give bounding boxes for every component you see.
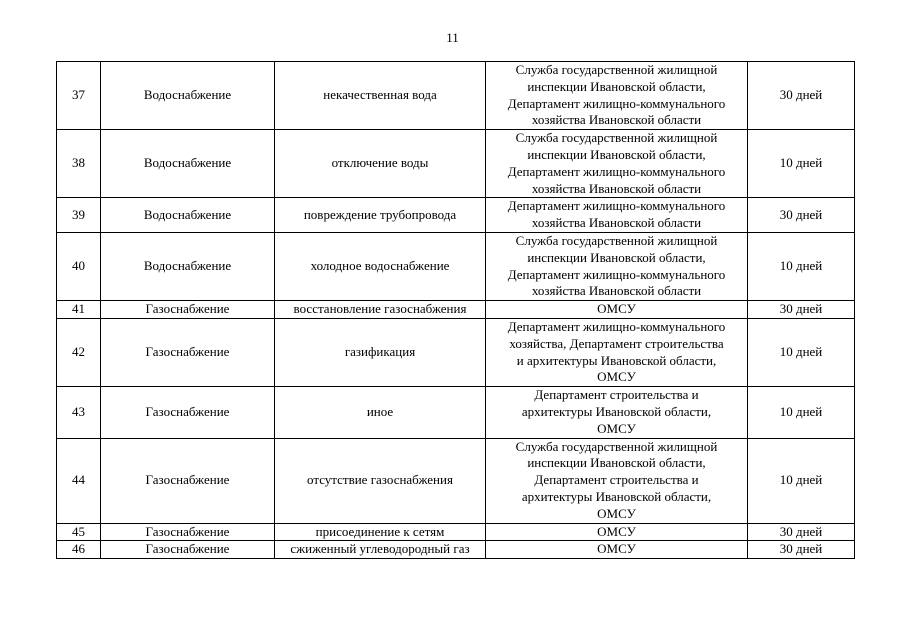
row-number-cell: 44 [57,438,101,523]
topic-cell: присоединение к сетям [275,523,486,541]
organization-line: хозяйства Ивановской области [531,180,702,196]
organization-line: хозяйства Ивановской области [531,215,702,231]
term-cell: 30 дней [748,198,855,233]
organization-line: Департамент жилищно-коммунального [507,318,726,334]
organizations-cell [486,130,748,198]
organization-line: инспекции Ивановской области, [527,146,706,162]
organization-line: инспекции Ивановской области, [527,249,706,265]
organization-line: и архитектуры Ивановской области, [516,352,717,368]
topic-cell: холодное водоснабжение [275,232,486,300]
organization-line: ОМСУ [597,301,636,317]
category-cell: Газоснабжение [101,523,275,541]
organization-line: Департамент строительства и [534,472,699,488]
row-number-cell: 40 [57,232,101,300]
organization-line: ОМСУ [597,523,636,539]
table-row [57,301,855,319]
category-cell: Газоснабжение [101,301,275,319]
table-row [57,232,855,300]
organization-line: Департамент строительства и [534,387,699,403]
organization-line: Департамент жилищно-коммунального [507,163,726,179]
category-cell: Газоснабжение [101,387,275,438]
topic-cell: отсутствие газоснабжения [275,438,486,523]
organization-line: ОМСУ [597,420,636,436]
row-number-cell: 43 [57,387,101,438]
organization-line: архитектуры Ивановской области, [521,488,712,504]
organization-line: инспекции Ивановской области, [527,455,706,471]
organizations-cell [486,318,748,386]
row-number-cell: 41 [57,301,101,319]
table-row [57,198,855,233]
organization-line: ОМСУ [597,369,636,385]
table-row [57,62,855,130]
organizations-cell [486,62,748,130]
organization-line: хозяйства Ивановской области [531,112,702,128]
topic-cell: газификация [275,318,486,386]
row-number-cell: 42 [57,318,101,386]
category-cell: Газоснабжение [101,438,275,523]
term-cell: 10 дней [748,438,855,523]
organizations-cell [486,523,748,541]
topic-cell: отключение воды [275,130,486,198]
organization-line: Департамент жилищно-коммунального [507,95,726,111]
term-cell: 10 дней [748,232,855,300]
term-cell: 30 дней [748,301,855,319]
topic-cell: некачественная вода [275,62,486,130]
table-row [57,130,855,198]
table-row [57,438,855,523]
term-cell: 10 дней [748,130,855,198]
organization-line: инспекции Ивановской области, [527,78,706,94]
organizations-cell [486,438,748,523]
table-row [57,523,855,541]
term-cell: 10 дней [748,387,855,438]
organizations-cell [486,232,748,300]
row-number-cell: 38 [57,130,101,198]
row-number-cell: 45 [57,523,101,541]
organization-line: Департамент жилищно-коммунального [507,198,726,214]
category-cell: Водоснабжение [101,232,275,300]
organization-line: Служба государственной жилищной [515,438,718,454]
category-cell: Газоснабжение [101,318,275,386]
category-cell: Водоснабжение [101,130,275,198]
table-row [57,318,855,386]
organization-line: ОМСУ [597,505,636,521]
topic-cell: иное [275,387,486,438]
organization-line: архитектуры Ивановской области, [521,403,712,419]
organizations-cell [486,541,748,559]
term-cell: 30 дней [748,62,855,130]
topic-cell: сжиженный углеводородный газ [275,541,486,559]
topic-cell: повреждение трубопровода [275,198,486,233]
table-row [57,541,855,559]
term-cell: 30 дней [748,523,855,541]
table-body [57,62,855,559]
category-cell: Газоснабжение [101,541,275,559]
category-cell: Водоснабжение [101,198,275,233]
organization-line: Департамент жилищно-коммунального [507,266,726,282]
organizations-cell [486,387,748,438]
organization-line: хозяйства, Департамент строительства [509,335,724,351]
organization-line: хозяйства Ивановской области [531,283,702,299]
organization-line: Служба государственной жилищной [515,130,718,146]
organization-line: ОМСУ [597,541,636,557]
organizations-cell [486,198,748,233]
appeals-table [56,61,855,559]
organization-line: Служба государственной жилищной [515,62,718,77]
term-cell: 30 дней [748,541,855,559]
row-number-cell: 39 [57,198,101,233]
topic-cell: восстановление газоснабжения [275,301,486,319]
term-cell: 10 дней [748,318,855,386]
organizations-cell [486,301,748,319]
page-number: 11 [446,30,459,45]
row-number-cell: 46 [57,541,101,559]
table-row [57,387,855,438]
category-cell: Водоснабжение [101,62,275,130]
organization-line: Служба государственной жилищной [515,232,718,248]
row-number-cell: 37 [57,62,101,130]
